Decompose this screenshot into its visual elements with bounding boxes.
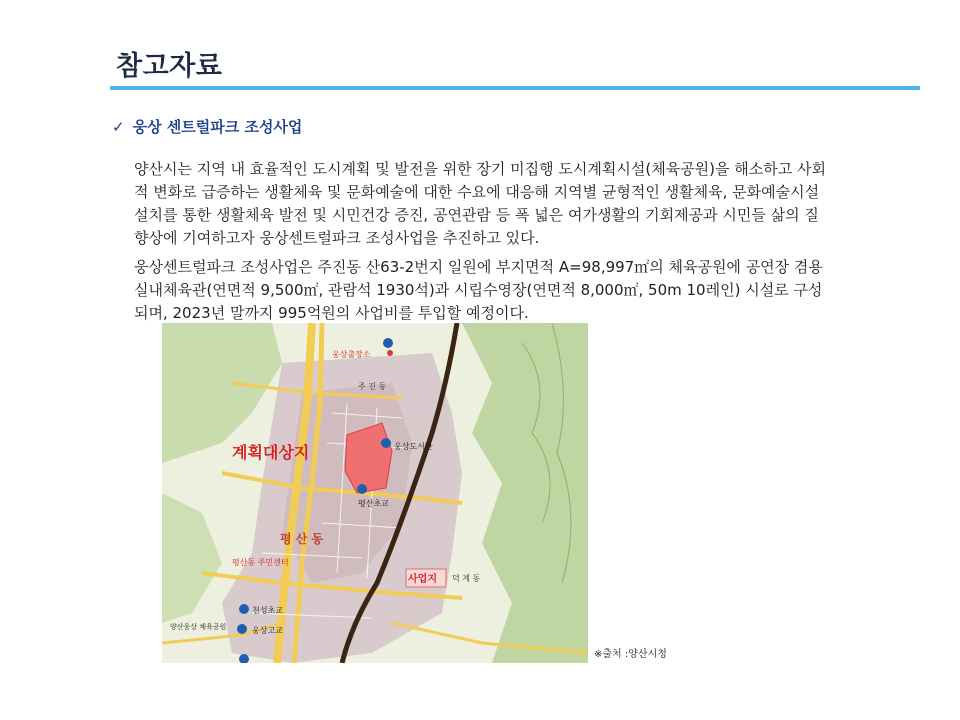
paragraph-2: 웅상센트럴파크 조성사업은 주진동 산63-2번지 일원에 부지면적 A=98,997㎡의 체육공원에 공연장 겸용 실내체육관(연면적 9,500㎡, 관람석 1930석)과 시립수영장(연면적 8,000㎡, 50m 10레인) 시설로 구성되며, 2023년 말까지 995억원의 사업비를 투입할 예정이다. xyxy=(134,258,823,322)
district-label-jujin: 주 진 동 xyxy=(358,382,387,391)
district-label-pyeongsan: 평 산 동 xyxy=(280,532,324,546)
district-label-deokgye: 덕 계 동 xyxy=(452,574,481,583)
marker-icon xyxy=(237,624,247,634)
marker-icon xyxy=(357,484,367,494)
place-label: 천성초교 xyxy=(252,606,283,615)
source-note: ※출처 :양산시청 xyxy=(594,649,667,660)
place-label: 웅상도서관 xyxy=(394,442,433,451)
planned-area-label: 계획대상지 xyxy=(232,443,310,462)
marker-icon xyxy=(239,604,249,614)
planned-area-polygon xyxy=(345,423,392,493)
map-graphic xyxy=(162,323,588,663)
marker-icon xyxy=(381,438,391,448)
section-heading-text: 웅상 센트럴파크 조성사업 xyxy=(132,118,303,136)
place-label: 평산동 주민센터 xyxy=(232,558,289,567)
paragraph-1: 양산시는 지역 내 효율적인 도시계획 및 발전을 위한 장기 미집행 도시계획시설(체육공원)을 해소하고 사회적 변화로 급증하는 생활체육 및 문화예술에 대한 수요에 대응해 지역별 균형적인 생활체육, 문화예술시설 설치를 통한 생활체육 발전 및 시민건강 증진, 공연관람 등 폭 넓은 여가생활의 기회제공과 시민들 삶의 질 향상에 기여하고자 웅상센트럴파크 조성사업을 추진하고 있다. xyxy=(134,160,826,247)
place-label: 웅상출장소 xyxy=(332,350,371,359)
location-map xyxy=(162,323,588,663)
place-label: 양산웅상 체육공원 xyxy=(170,623,227,631)
check-icon: ✓ xyxy=(112,118,125,136)
place-label: 평산초교 xyxy=(358,499,389,508)
marker-icon xyxy=(383,338,393,348)
title-divider xyxy=(110,86,920,90)
site-label: 사업지 xyxy=(408,574,437,585)
place-label: 웅상고교 xyxy=(252,626,283,635)
page-title: 참고자료 xyxy=(116,51,223,82)
section-heading xyxy=(112,116,302,137)
